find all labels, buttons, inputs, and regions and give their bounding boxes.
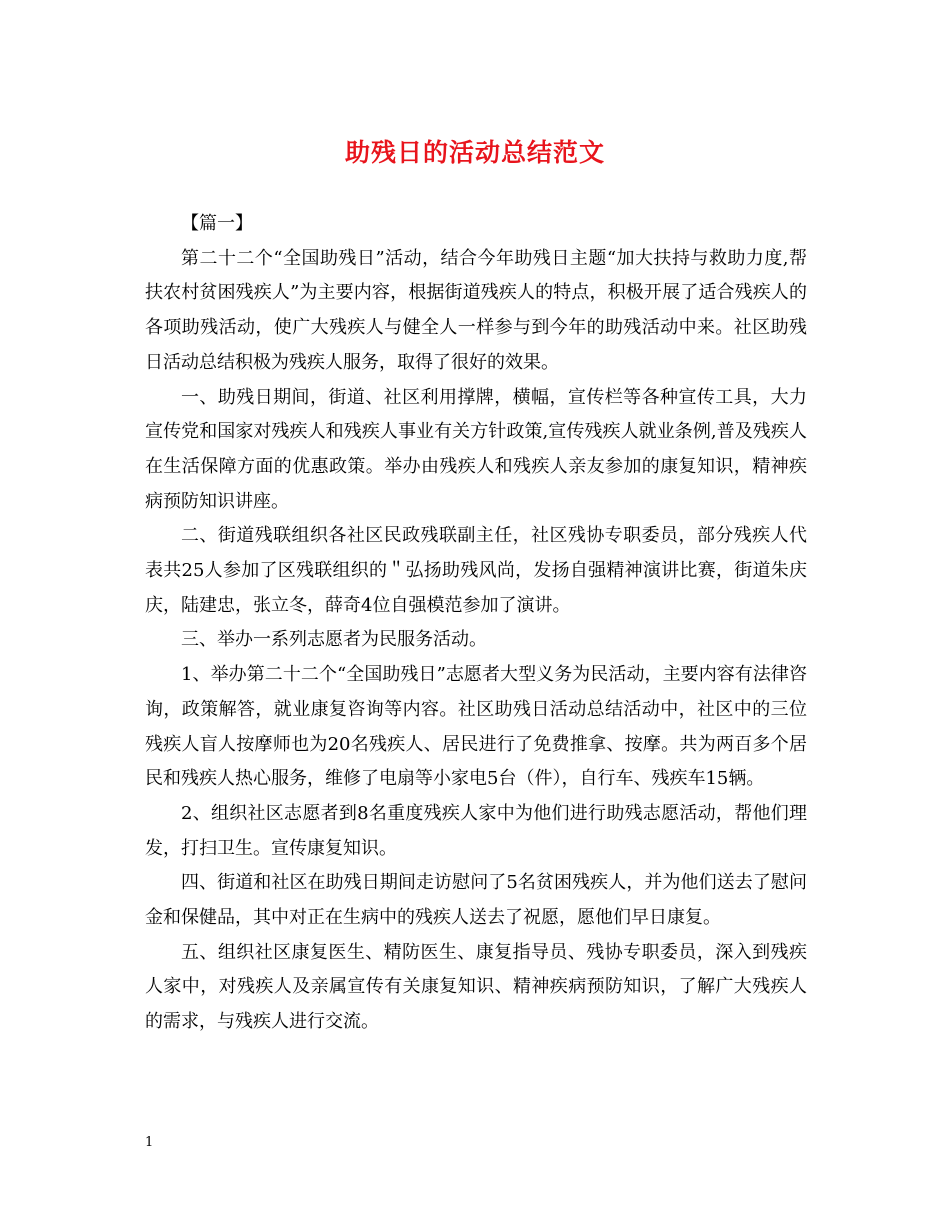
paragraph-publicity: 一、助残日期间，街道、社区利用撑牌，横幅，宣传栏等各种宣传工具，大力宣传党和国家对残疾人和残疾人事业有关方针政策,宣传残疾人就业条例,普及残疾人在生活保障方面的优惠政策。举办由残疾人和残疾人亲友参加的康复知识，精神疾病预防知识讲座。 — [145, 386, 807, 512]
paragraph-condolence: 四、街道和社区在助残日期间走访慰问了5名贫困残疾人，并为他们送去了慰问金和保健品，其中对正在生病中的残疾人送去了祝愿，愿他们早日康复。 — [145, 872, 807, 929]
paragraph-volunteer-service: 1、举办第二十二个“全国助残日”志愿者大型义务为民活动，主要内容有法律咨询，政策解答，就业康复咨询等内容。社区助残日活动总结活动中，社区中的三位残疾人盲人按摩师也为20名残疾人、居民进行了免费推拿、按摩。共为两百多个居民和残疾人热心服务，维修了电扇等小家电5台（件），自行车、残疾车15辆。 — [145, 664, 807, 790]
paragraph-home-visit: 2、组织社区志愿者到8名重度残疾人家中为他们进行助残志愿活动，帮他们理发，打扫卫生。宣传康复知识。 — [145, 802, 807, 859]
paragraph-volunteer-heading: 三、举办一系列志愿者为民服务活动。 — [181, 629, 487, 651]
paragraph-intro: 第二十二个“全国助残日”活动，结合今年助残日主题“加大扶持与救助力度,帮扶农村贫困残疾人”为主要内容，根据街道残疾人的特点，积极开展了适合残疾人的各项助残活动，使广大残疾人与健全人一样参与到今年的助残活动中来。社区助残日活动总结积极为残疾人服务，取得了很好的效果。 — [145, 247, 807, 373]
page-number: 1 — [145, 1135, 154, 1150]
document-title: 助残日的活动总结范文 — [344, 138, 605, 167]
paragraph-speech-contest: 二、街道残联组织各社区民政残联副主任，社区残协专职委员，部分残疾人代表共25人参加了区残联组织的＂弘扬助残风尚，发扬自强精神演讲比赛，街道朱庆庆，陆建忠，张立冬，薛奇4位自强模范参加了演讲。 — [145, 525, 807, 616]
section-label: 【篇一】 — [181, 213, 253, 234]
document-body — [145, 207, 807, 1040]
paragraph-rehabilitation: 五、组织社区康复医生、精防医生、康复指导员、残协专职委员，深入到残疾人家中，对残疾人及亲属宣传有关康复知识、精神疾病预防知识，了解广大残疾人的需求，与残疾人进行交流。 — [145, 941, 807, 1033]
